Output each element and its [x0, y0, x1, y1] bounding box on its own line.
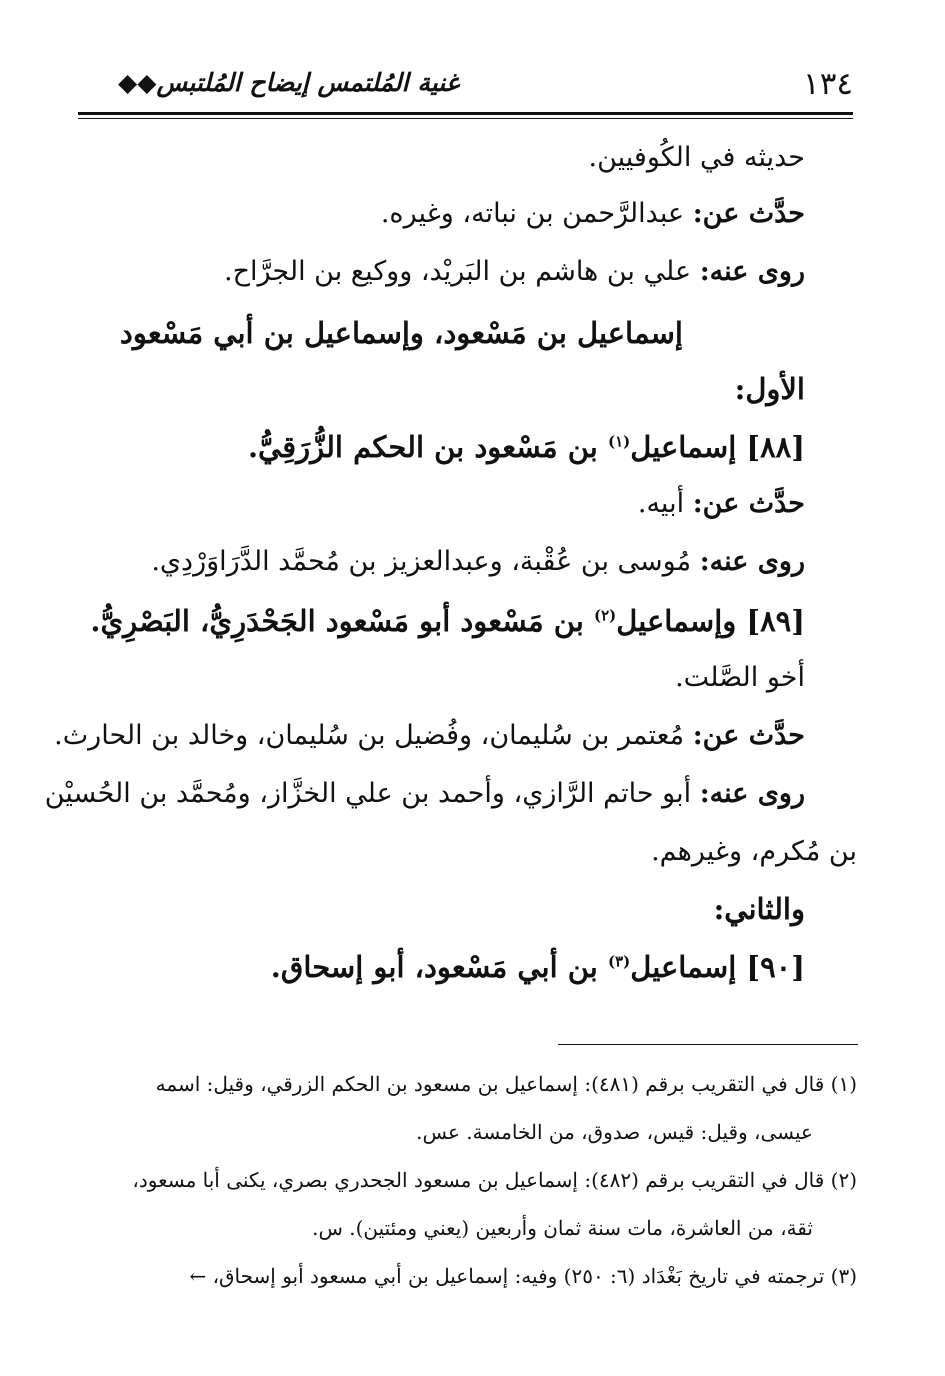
narrated-from-line-89: حدَّث عن: مُعتمر بن سُليمان، وفُضيل بن سُليمان، وخالد بن الحارث. [54, 720, 805, 751]
narrated-by-line: روى عنه: علي بن هاشم بن البَريْد، ووكيع بن الجرَّاح. [224, 256, 805, 287]
footnote-2-line-1: (٢) قال في التقريب برقم (٤٨٢): إسماعيل بن مسعود الجحدري بصري، يكنى أبا مسعود، [132, 1168, 857, 1192]
entry-89: [٨٩] وإسماعيل$^{(٢)}$ بن مَسْعود أبو مَسْعود الجَحْدَرِيُّ، البَصْرِيُّ. [90, 604, 805, 638]
footnote-1-line-1: (١) قال في التقريب برقم (٤٨١): إسماعيل بن مسعود بن الحكم الزرقي، وقيل: اسمه [155, 1072, 857, 1096]
narrated-by-line-89: روى عنه: أبو حاتم الرَّازي، وأحمد بن علي الخزَّاز، ومُحمَّد بن الحُسيْن [44, 778, 805, 809]
page-number: ١٣٤ [803, 66, 853, 102]
header-rule-thick [78, 112, 853, 115]
label: روى عنه: [699, 256, 805, 287]
text-line-continuation: بن مُكرم، وغيرهم. [651, 836, 857, 867]
label: حدَّث عن: [692, 198, 805, 229]
footnote-ref-2: (٢) [594, 606, 617, 625]
footnote-rule [558, 1044, 858, 1045]
entry-90: [٩٠] إسماعيل$^{(٣)}$ بن أبي مَسْعود، أبو إسحاق. [270, 950, 805, 984]
footnote-ref-3: (٣) [608, 952, 631, 971]
running-title: غنية المُلتمس إيضاح المُلتبس◆◆ [118, 68, 459, 97]
entry-88: [٨٨] إسماعيل$^{(١)}$ بن مَسْعود بن الحكم الزُّرَقِيُّ. [247, 430, 805, 464]
narrated-from-line-88: حدَّث عن: أبيه. [637, 488, 805, 519]
second-label: والثاني: [713, 892, 805, 926]
footnote-1-line-2: عيسى، وقيل: قيس، صدوق، من الخامسة. عس. [416, 1120, 813, 1144]
first-label: الأول: [734, 372, 805, 406]
narrated-by-line-88: روى عنه: مُوسى بن عُقْبة، وعبدالعزيز بن مُحمَّد الدَّرَاوَرْدِي. [151, 546, 805, 577]
page-header [78, 62, 853, 106]
text-line-1: حديثه في الكُوفيين. [588, 142, 805, 173]
footnote-ref-1: (١) [608, 432, 631, 451]
header-rule-thin [78, 118, 853, 119]
section-title: إسماعيل بن مَسْعود، وإسماعيل بن أبي مَسْعود [119, 316, 683, 350]
footnote-3-line-1: (٣) ترجمته في تاريخ بَغْدَاد (٦: ٢٥٠) وفيه: إسماعيل بن أبي مسعود أبو إسحاق، ← [189, 1264, 857, 1288]
narrated-from-line: حدَّث عن: عبدالرَّحمن بن نباته، وغيره. [380, 198, 805, 229]
text-line-brother: أخو الصَّلت. [675, 662, 805, 693]
footnote-2-line-2: ثقة، من العاشرة، مات سنة ثمان وأربعين (يعني ومئتين). س. [312, 1216, 813, 1240]
